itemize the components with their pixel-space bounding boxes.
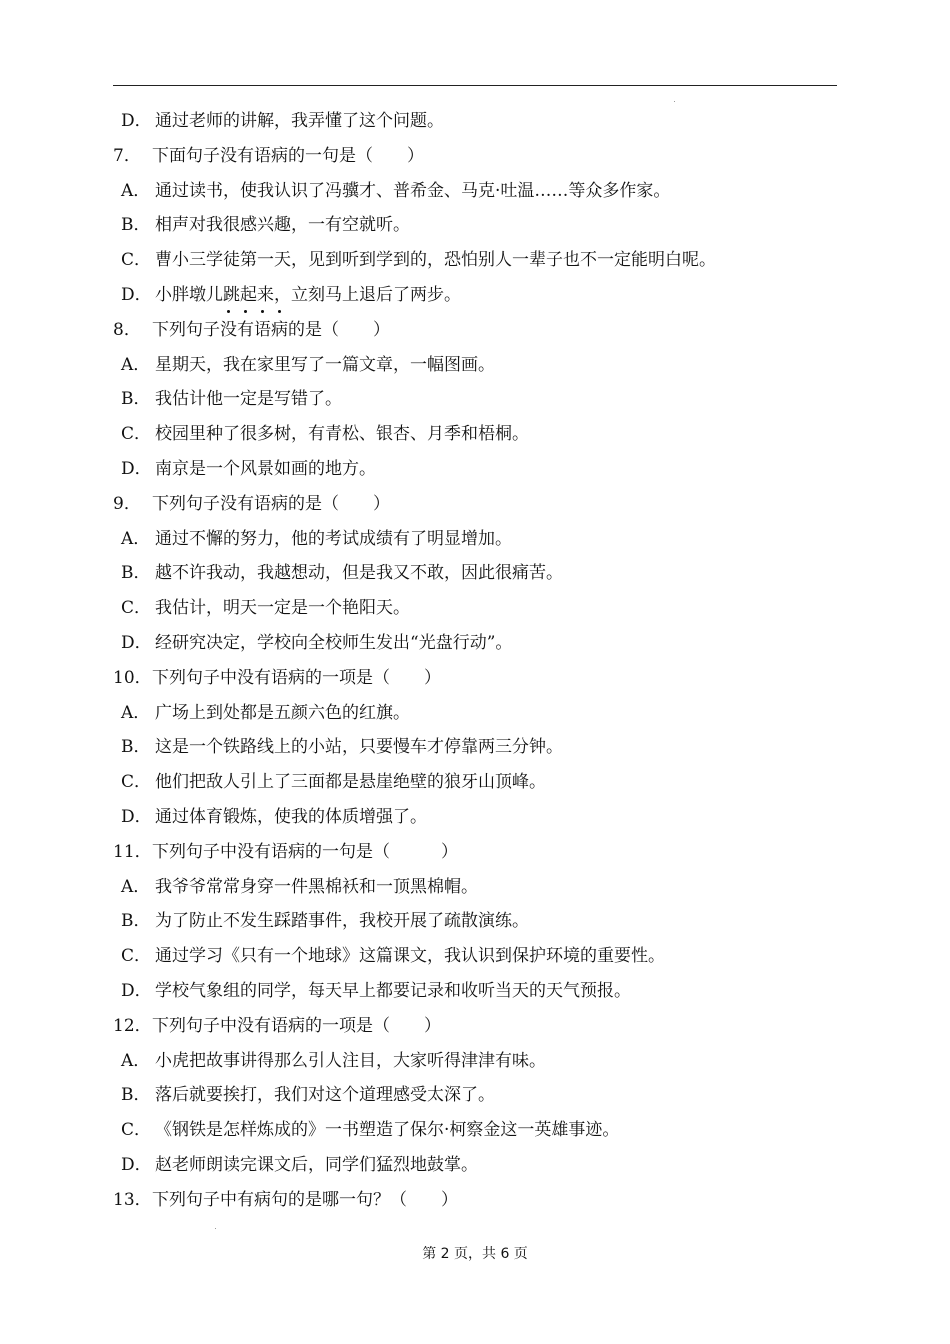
option-label: B． [121,1085,151,1106]
option-line [113,278,837,313]
option-label: A． [121,702,151,723]
option-text: 赵老师朗读完课文后，同学们猛烈地鼓掌。 [155,1154,478,1175]
option-label: B． [121,563,151,584]
option-text: 通过体育锻炼，使我的体质增强了。 [155,806,427,827]
option-text: 通过读书，使我认识了冯骥才、普希金、马克·吐温……等众多作家。 [155,180,671,201]
option-line [113,208,837,243]
option-text: 曹小三学徒第一天，见到听到学到的，恐怕别人一辈子也不一定能明白呢。 [155,250,716,271]
option-text: 我估计，明天一定是一个艳阳天。 [155,598,410,619]
question-line [113,139,837,174]
option-line [113,800,837,835]
question-number: 8． [113,319,141,340]
option-label: C． [121,250,152,271]
option-text: 通过学习《只有一个地球》这篇课文，我认识到保护环境的重要性。 [155,946,665,967]
option-line [113,626,837,661]
option-line [113,974,837,1009]
option-label: C． [121,946,152,967]
question-number: 9． [113,493,141,514]
option-label: B． [121,911,151,932]
question-number: 12． [113,1015,152,1036]
option-text: 越不许我动，我越想动，但是我又不敢，因此很痛苦。 [155,563,563,584]
option-line [113,1113,837,1148]
option-text: 相声对我很感兴趣，一有空就听。 [155,215,410,236]
option-label: A． [121,354,151,375]
option-text: 小胖墩儿跳起来，立刻马上退后了两步。 [155,284,461,305]
option-label: C． [121,598,152,619]
question-text: 下面句子没有语病的一句是（ ） [152,145,424,166]
option-label: A． [121,876,151,897]
question-text: 下列句子中没有语病的一项是（ ） [152,1015,441,1036]
question-number: 7． [113,145,141,166]
option-line [113,904,837,939]
option-line [113,452,837,487]
header-rule [113,85,837,86]
exam-content [113,104,837,1218]
question-line [113,313,837,348]
option-text: 通过老师的讲解，我弄懂了这个问题。 [155,111,444,131]
option-text: 经研究决定，学校向全校师生发出“光盘行动”。 [155,632,513,653]
option-label: A． [121,1050,151,1071]
option-label: B． [121,215,151,236]
option-line [113,870,837,905]
option-line [113,1148,837,1183]
option-label: A． [121,180,151,201]
option-label: D． [121,111,152,131]
option-line [113,417,837,452]
option-label: D． [121,1154,152,1175]
option-line [113,104,837,139]
option-label: B． [121,389,151,410]
option-label: C． [121,1120,152,1141]
option-text: 校园里种了很多树，有青松、银杏、月季和梧桐。 [155,424,529,445]
emphasis-char: 有 [237,313,254,348]
option-text: 《钢铁是怎样炼成的》一书塑造了保尔·柯察金这一英雄事迹。 [155,1120,620,1141]
option-label: A． [121,528,151,549]
question-number: 11． [113,841,152,862]
question-number: 13． [113,1189,152,1210]
option-text: 我估计他一定是写错了。 [155,389,342,410]
emphasis-text [220,320,288,340]
option-line [113,348,837,383]
option-text: 我爷爷常常身穿一件黑棉袄和一顶黑棉帽。 [155,876,478,897]
option-line [113,939,837,974]
option-line [113,556,837,591]
option-label: B． [121,737,151,758]
question-line [113,1183,837,1218]
emphasis-char: 病 [271,313,288,348]
option-line [113,382,837,417]
option-line [113,730,837,765]
option-text: 他们把敌人引上了三面都是悬崖绝壁的狼牙山顶峰。 [155,772,546,793]
option-label: D． [121,980,152,1001]
option-text: 为了防止不发生踩踏事件，我校开展了疏散演练。 [155,911,529,932]
option-text: 落后就要挨打，我们对这个道理感受太深了。 [155,1085,495,1106]
option-text: 小虎把故事讲得那么引人注目，大家听得津津有味。 [155,1050,546,1071]
option-text: 星期天，我在家里写了一篇文章，一幅图画。 [155,354,495,375]
speck-mark [674,101,675,102]
emphasis-char: 语 [254,313,271,348]
option-line [113,591,837,626]
option-text: 南京是一个风景如画的地方。 [155,458,376,479]
question-text: 下列句子中没有语病的一项是（ ） [152,667,441,688]
option-label: D． [121,458,152,479]
option-text: 广场上到处都是五颜六色的红旗。 [155,702,410,723]
question-text: 下列句子没有语病的是（ ） [152,493,390,514]
page-footer: 第 2 页，共 6 页 [422,1246,528,1262]
option-label: D． [121,632,152,653]
question-line [113,487,837,522]
speck-mark [215,1228,216,1229]
option-label: C． [121,772,152,793]
question-text-post: 的是（ ） [288,319,390,340]
option-line [113,1078,837,1113]
question-text: 下列句子中没有语病的一句是（ ） [152,841,458,862]
option-line [113,243,837,278]
option-text: 通过不懈的努力，他的考试成绩有了明显增加。 [155,528,512,549]
question-line [113,1009,837,1044]
option-line [113,522,837,557]
option-line [113,174,837,209]
option-label: D． [121,806,152,827]
emphasis-char: 没 [220,313,237,348]
question-text: 下列句子中有病句的是哪一句？（ ） [152,1189,458,1210]
question-text-pre: 下列句子 [152,319,220,340]
option-label: D． [121,284,152,305]
option-line [113,1044,837,1079]
option-line [113,696,837,731]
question-number: 10． [113,667,152,688]
option-text: 学校气象组的同学，每天早上都要记录和收听当天的天气预报。 [155,980,631,1001]
option-text: 这是一个铁路线上的小站，只要慢车才停靠两三分钟。 [155,737,563,758]
option-label: C． [121,424,152,445]
question-line [113,661,837,696]
question-line [113,835,837,870]
option-line [113,765,837,800]
